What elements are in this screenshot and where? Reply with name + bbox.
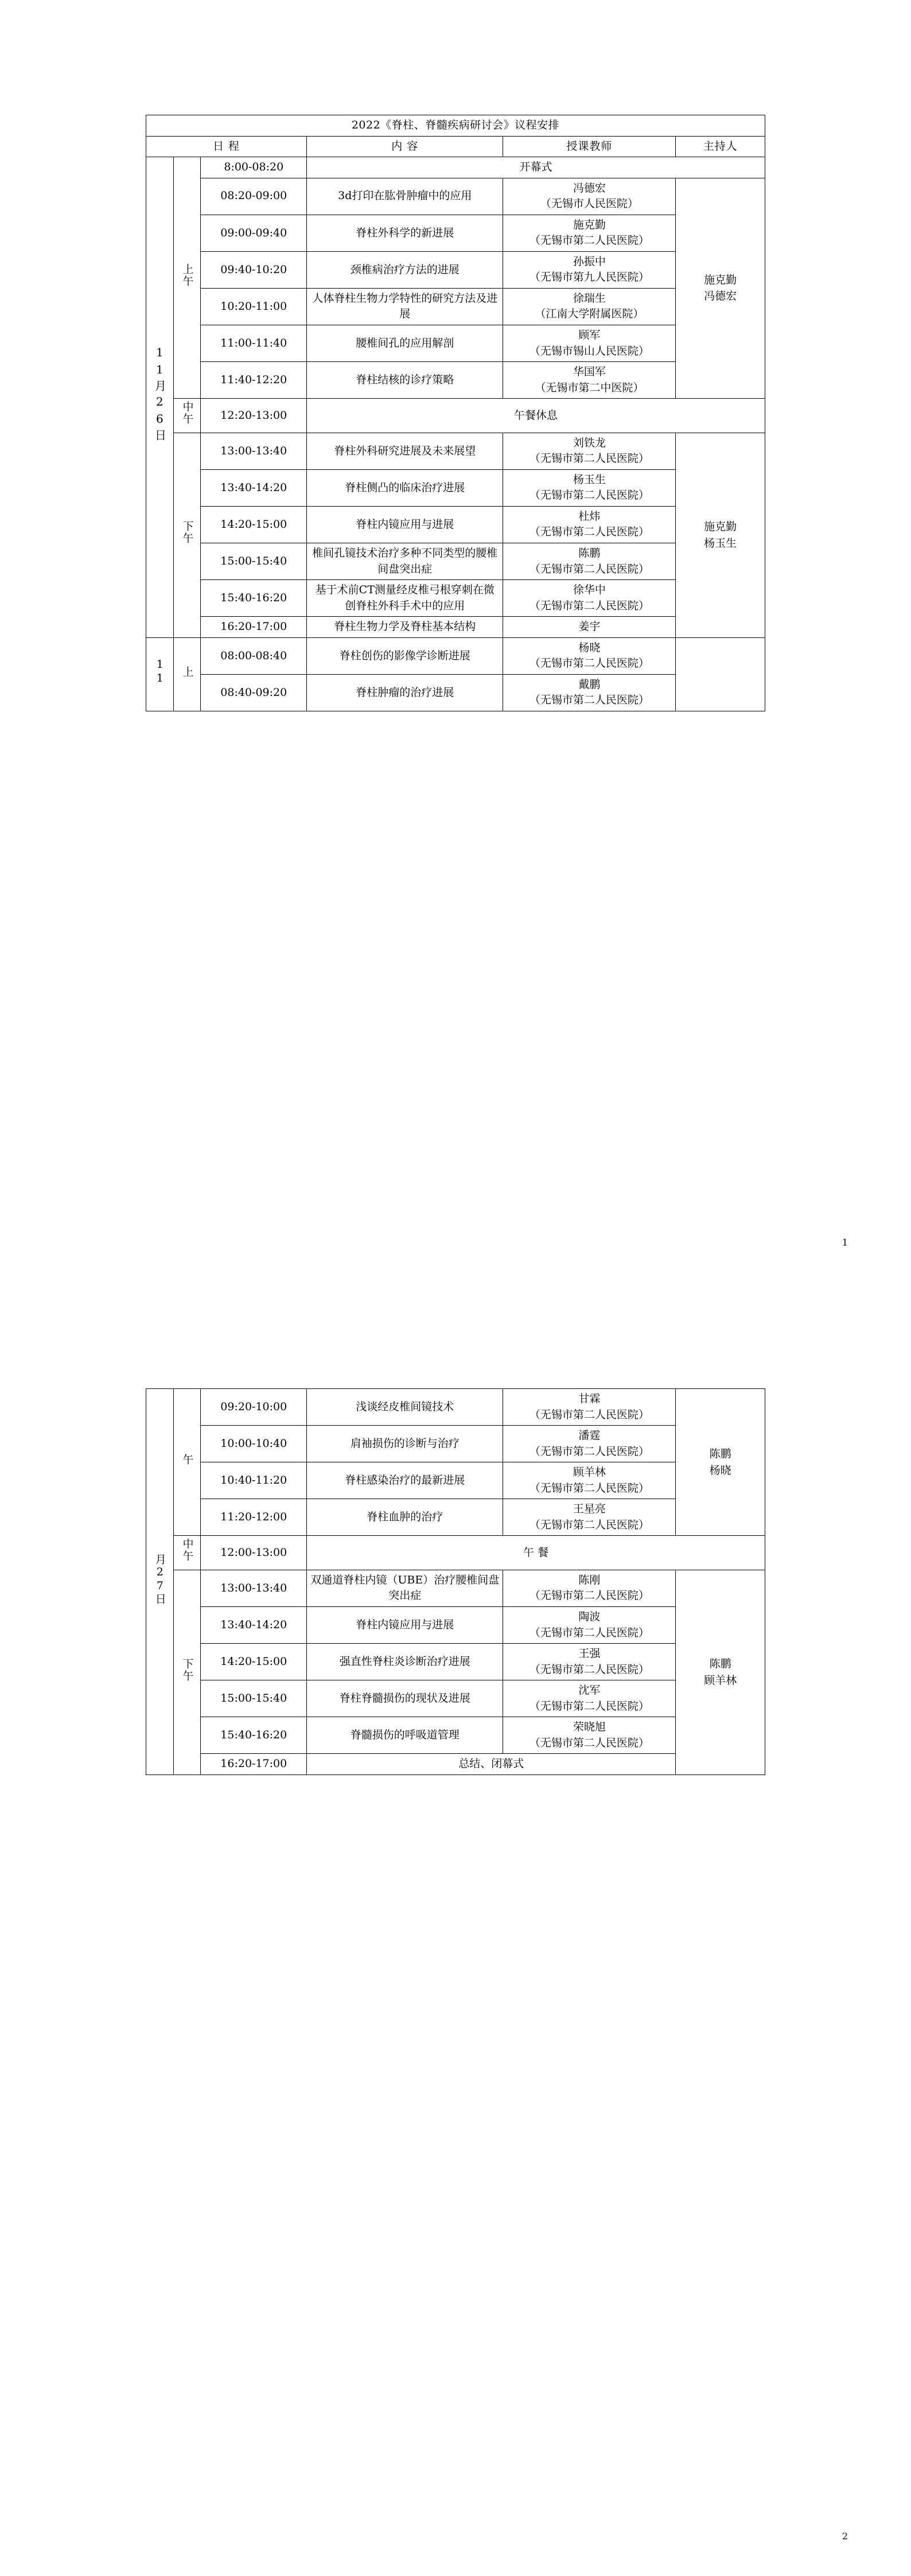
session-topic: 脊柱创伤的影像学诊断进展 (307, 637, 503, 674)
session-topic: 强直性脊柱炎诊断治疗进展 (307, 1644, 503, 1680)
session-topic: 午餐休息 (307, 399, 765, 433)
table-row (146, 157, 765, 178)
teacher-name: 顾军 (578, 329, 601, 342)
table-row (146, 1426, 765, 1462)
day2-date-label-cont: 月27日 (153, 1553, 166, 1605)
page-number-1: 1 (842, 1237, 848, 1248)
session-teacher (503, 215, 676, 251)
table-row (146, 251, 765, 288)
session-topic: 腰椎间孔的应用解剖 (307, 325, 503, 362)
session-teacher (503, 674, 676, 711)
teacher-org: （无锡市第二人民医院） (529, 694, 649, 707)
teacher-name: 刘铁龙 (573, 436, 606, 449)
teacher-org: （无锡市人民医院） (540, 197, 639, 211)
agenda-sheet-page1 (146, 115, 765, 711)
teacher-org: （无锡市第二中医院） (535, 381, 644, 394)
day1-noon-label: 中午 (181, 401, 194, 426)
session-topic: 肩袖损伤的诊断与治疗 (307, 1426, 503, 1462)
time-slot: 08:00-08:40 (201, 637, 307, 674)
session-topic: 脊柱侧凸的临床治疗进展 (307, 469, 503, 506)
time-slot: 09:00-09:40 (201, 215, 307, 251)
time-slot: 08:20-09:00 (201, 178, 307, 215)
page-number-2: 2 (842, 2531, 848, 2542)
day2-afternoon-period (173, 1570, 201, 1775)
session-teacher (503, 288, 676, 325)
time-slot: 09:20-10:00 (201, 1389, 307, 1426)
day1-afternoon-label: 下午 (181, 520, 194, 545)
session-teacher (503, 1499, 676, 1536)
teacher-name: 潘霆 (578, 1429, 601, 1442)
time-slot: 13:40-14:20 (201, 469, 307, 506)
session-teacher (503, 637, 676, 674)
session-topic: 脊柱肿瘤的治疗进展 (307, 674, 503, 711)
session-teacher (503, 1607, 676, 1644)
table-row-title (146, 115, 765, 137)
teacher-name: 顾羊林 (573, 1466, 606, 1479)
table-row (146, 580, 765, 617)
time-slot: 11:00-11:40 (201, 325, 307, 362)
table-row (146, 543, 765, 580)
teacher-name: 孙振中 (573, 255, 606, 268)
table-row (146, 674, 765, 711)
session-topic: 基于术前CT测量经皮椎弓根穿刺在微创脊柱外科手术中的应用 (307, 580, 503, 617)
session-teacher (503, 325, 676, 362)
teacher-org: （无锡市第二人民医院） (529, 489, 649, 502)
table-row (146, 1389, 765, 1426)
session-teacher (503, 1389, 676, 1426)
session-topic: 脊柱生物力学及脊柱基本结构 (307, 617, 503, 638)
session-teacher (503, 251, 676, 288)
teacher-org: （无锡市第二人民医院） (529, 452, 649, 465)
day1-date-label: 11月26日 (153, 345, 167, 445)
table-row (146, 1717, 765, 1754)
time-slot: 12:00-13:00 (201, 1536, 307, 1570)
time-slot: 16:20-17:00 (201, 617, 307, 638)
day2-date-label: 11 (153, 658, 166, 686)
teacher-name: 冯德宏 (573, 181, 606, 194)
time-slot: 15:00-15:40 (201, 1680, 307, 1717)
session-topic: 午 餐 (307, 1536, 765, 1570)
teacher-org: （无锡市第二人民医院） (529, 1736, 649, 1749)
teacher-org: （无锡市第二人民医院） (529, 1481, 649, 1495)
agenda-table-page2 (146, 1388, 765, 1775)
session-topic: 浅谈经皮椎间镜技术 (307, 1389, 503, 1426)
time-slot: 10:20-11:00 (201, 288, 307, 325)
day1-morning-period (173, 157, 201, 399)
session-teacher (503, 1717, 676, 1754)
teacher-org: （无锡市第二人民医院） (529, 1408, 649, 1421)
session-topic: 脊柱脊髓损伤的现状及进展 (307, 1680, 503, 1717)
session-teacher (503, 1462, 676, 1499)
teacher-name: 戴鹏 (578, 678, 601, 691)
time-slot: 15:40-16:20 (201, 580, 307, 617)
session-teacher (503, 1426, 676, 1462)
session-topic: 脊柱外科研究进展及未来展望 (307, 433, 503, 469)
teacher-name: 杨晓 (578, 641, 601, 654)
time-slot: 11:40-12:20 (201, 362, 307, 399)
session-teacher (503, 543, 676, 580)
table-row (146, 506, 765, 543)
header-host: 主持人 (676, 136, 765, 157)
time-slot: 13:40-14:20 (201, 1607, 307, 1644)
table-row (146, 288, 765, 325)
table-row (146, 433, 765, 469)
session-topic: 椎间孔镜技术治疗多种不同类型的腰椎间盘突出症 (307, 543, 503, 580)
teacher-name: 杨玉生 (573, 473, 606, 486)
time-slot: 10:00-10:40 (201, 1426, 307, 1462)
session-teacher (503, 1570, 676, 1606)
teacher-name: 荣晓旭 (573, 1721, 606, 1734)
teacher-name: 姜宇 (578, 620, 601, 633)
table-row (146, 617, 765, 638)
host-name-2: 杨晓 (709, 1464, 731, 1477)
teacher-name: 陶波 (578, 1610, 601, 1624)
day2-morning-label: 上 (181, 666, 194, 678)
session-host (676, 1389, 765, 1536)
table-row (146, 215, 765, 251)
day2-date-cell-page2 (146, 1389, 174, 1775)
session-topic: 脊柱结核的诊疗策略 (307, 362, 503, 399)
time-slot: 09:40-10:20 (201, 251, 307, 288)
teacher-name: 王强 (578, 1647, 601, 1660)
session-topic: 脊柱内镜应用与进展 (307, 1607, 503, 1644)
teacher-name: 陈刚 (578, 1573, 601, 1586)
session-host (676, 433, 765, 637)
teacher-name: 徐华中 (573, 583, 606, 597)
session-teacher (503, 506, 676, 543)
time-slot: 10:40-11:20 (201, 1462, 307, 1499)
teacher-name: 徐瑞生 (573, 291, 606, 305)
teacher-name: 甘霖 (578, 1392, 601, 1405)
session-topic: 颈椎病治疗方法的进展 (307, 251, 503, 288)
host-name-2: 顾羊林 (704, 1674, 737, 1687)
day2-noon-period (173, 1536, 201, 1570)
table-row (146, 1607, 765, 1644)
teacher-name: 华国军 (573, 365, 606, 379)
teacher-org: （无锡市第二人民医院） (529, 1699, 649, 1713)
time-slot: 12:20-13:00 (201, 399, 307, 433)
time-slot: 16:20-17:00 (201, 1754, 307, 1775)
session-topic: 总结、闭幕式 (307, 1754, 676, 1775)
day2-noon-label: 中午 (181, 1538, 194, 1563)
header-teacher: 授课教师 (503, 136, 676, 157)
session-topic: 开幕式 (307, 157, 765, 178)
time-slot: 15:40-16:20 (201, 1717, 307, 1754)
session-host (676, 178, 765, 399)
session-teacher (503, 469, 676, 506)
day1-morning-label: 上午 (181, 263, 194, 287)
teacher-org: （无锡市第二人民医院） (529, 599, 649, 612)
agenda-sheet-page2 (146, 1388, 765, 1775)
table-row (146, 1754, 765, 1775)
time-slot: 11:20-12:00 (201, 1499, 307, 1536)
header-content: 内 容 (307, 136, 503, 157)
document-page-2 (0, 1288, 911, 2576)
host-name-1: 施克勤 (704, 273, 737, 286)
teacher-org: （无锡市第九人民医院） (529, 271, 649, 284)
session-topic: 3d打印在肱骨肿瘤中的应用 (307, 178, 503, 215)
teacher-org: （无锡市第二人民医院） (529, 1589, 649, 1602)
day2-morning-label-cont: 午 (181, 1453, 194, 1466)
session-teacher (503, 178, 676, 215)
day1-noon-period (173, 399, 201, 433)
session-topic: 人体脊柱生物力学特性的研究方法及进展 (307, 288, 503, 325)
session-teacher (503, 617, 676, 638)
host-name-2: 冯德宏 (704, 290, 737, 303)
session-topic: 脊柱感染治疗的最新进展 (307, 1462, 503, 1499)
document-title: 2022《脊柱、脊髓疾病研讨会》议程安排 (146, 115, 765, 137)
teacher-name: 沈军 (578, 1684, 601, 1697)
host-name-1: 陈鹏 (709, 1447, 731, 1461)
day2-date-cell-page1 (146, 637, 174, 711)
day1-afternoon-period (173, 433, 201, 637)
teacher-org: （无锡市第二人民医院） (529, 234, 649, 247)
session-topic: 脊柱外科学的新进展 (307, 215, 503, 251)
session-topic: 脊髓损伤的呼吸道管理 (307, 1717, 503, 1754)
teacher-org: （无锡市第二人民医院） (529, 1626, 649, 1639)
time-slot: 08:40-09:20 (201, 674, 307, 711)
host-name-1: 陈鹏 (709, 1657, 731, 1671)
day2-afternoon-label: 下午 (181, 1657, 194, 1682)
time-slot: 13:00-13:40 (201, 1570, 307, 1606)
session-teacher (503, 1644, 676, 1680)
host-name-2: 杨玉生 (704, 536, 737, 550)
teacher-name: 施克勤 (573, 218, 606, 231)
teacher-org: （无锡市第二人民医院） (529, 1445, 649, 1458)
time-slot: 8:00-08:20 (201, 157, 307, 178)
table-row (146, 1570, 765, 1606)
teacher-org: （无锡市第二人民医院） (529, 562, 649, 575)
teacher-name: 杜炜 (578, 509, 601, 523)
teacher-name: 陈鹏 (578, 547, 601, 560)
table-row (146, 362, 765, 399)
table-row (146, 178, 765, 215)
table-row (146, 637, 765, 674)
teacher-org: （无锡市第二人民医院） (529, 1518, 649, 1531)
table-row-headers (146, 136, 765, 157)
teacher-org: （无锡市锡山人民医院） (529, 344, 649, 357)
session-host (676, 637, 765, 711)
header-schedule: 日 程 (146, 136, 307, 157)
table-row (146, 399, 765, 433)
table-row (146, 469, 765, 506)
session-topic: 脊柱内镜应用与进展 (307, 506, 503, 543)
table-row (146, 1680, 765, 1717)
table-row (146, 1462, 765, 1499)
teacher-org: （江南大学附属医院） (535, 308, 644, 321)
session-teacher (503, 362, 676, 399)
session-teacher (503, 1680, 676, 1717)
session-teacher (503, 433, 676, 469)
teacher-org: （无锡市第二人民医院） (529, 1663, 649, 1676)
teacher-name: 王星亮 (573, 1503, 606, 1516)
time-slot: 15:00-15:40 (201, 543, 307, 580)
agenda-table-page1 (146, 115, 765, 711)
time-slot: 13:00-13:40 (201, 433, 307, 469)
time-slot: 14:20-15:00 (201, 506, 307, 543)
time-slot: 14:20-15:00 (201, 1644, 307, 1680)
session-topic: 脊柱血肿的治疗 (307, 1499, 503, 1536)
day2-morning-period-page2 (173, 1389, 201, 1536)
host-name-1: 施克勤 (704, 520, 737, 534)
teacher-org: （无锡市第二人民医院） (529, 657, 649, 670)
session-teacher (503, 580, 676, 617)
table-row (146, 1536, 765, 1570)
day1-date-cell (146, 157, 174, 638)
table-row (146, 1499, 765, 1536)
teacher-org: （无锡市第二人民医院） (529, 526, 649, 539)
table-row (146, 1644, 765, 1680)
day2-morning-period-page1 (173, 637, 201, 711)
session-host (676, 1570, 765, 1775)
table-row (146, 325, 765, 362)
session-topic: 双通道脊柱内镜（UBE）治疗腰椎间盘突出症 (307, 1570, 503, 1606)
